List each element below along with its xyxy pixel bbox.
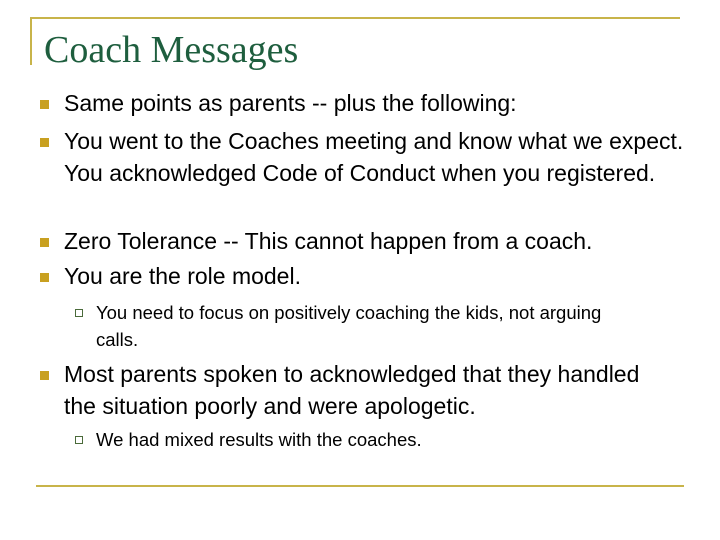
sub-bullet-item [96, 299, 636, 353]
square-bullet-icon [40, 238, 49, 247]
bullet-text: You are the role model. [64, 263, 301, 289]
square-bullet-icon [40, 100, 49, 109]
sub-bullet-item [96, 426, 696, 453]
bullet-text: You went to the Coaches meeting and know what we expect. You acknowledged Code of Conduct when you registered. [64, 128, 684, 186]
hollow-square-bullet-icon [75, 436, 83, 444]
bullet-item [64, 126, 684, 189]
square-bullet-icon [40, 371, 49, 380]
square-bullet-icon [40, 138, 49, 147]
bullet-text: You need to focus on positively coaching the kids, not arguing calls. [96, 302, 602, 350]
bullet-item [64, 261, 704, 293]
hollow-square-bullet-icon [75, 309, 83, 317]
left-rule [30, 17, 32, 65]
bullet-item [64, 226, 704, 258]
bullet-text: Zero Tolerance -- This cannot happen from a coach. [64, 228, 593, 254]
slide-title: Coach Messages [44, 29, 299, 71]
bottom-rule [36, 485, 684, 487]
square-bullet-icon [40, 273, 49, 282]
top-rule [30, 17, 680, 19]
bullet-item [64, 88, 624, 120]
bullet-item [64, 359, 654, 422]
bullet-text: Same points as parents -- plus the following: [64, 90, 517, 116]
bullet-text: We had mixed results with the coaches. [96, 429, 422, 450]
bullet-text: Most parents spoken to acknowledged that they handled the situation poorly and were apologetic. [64, 361, 640, 419]
